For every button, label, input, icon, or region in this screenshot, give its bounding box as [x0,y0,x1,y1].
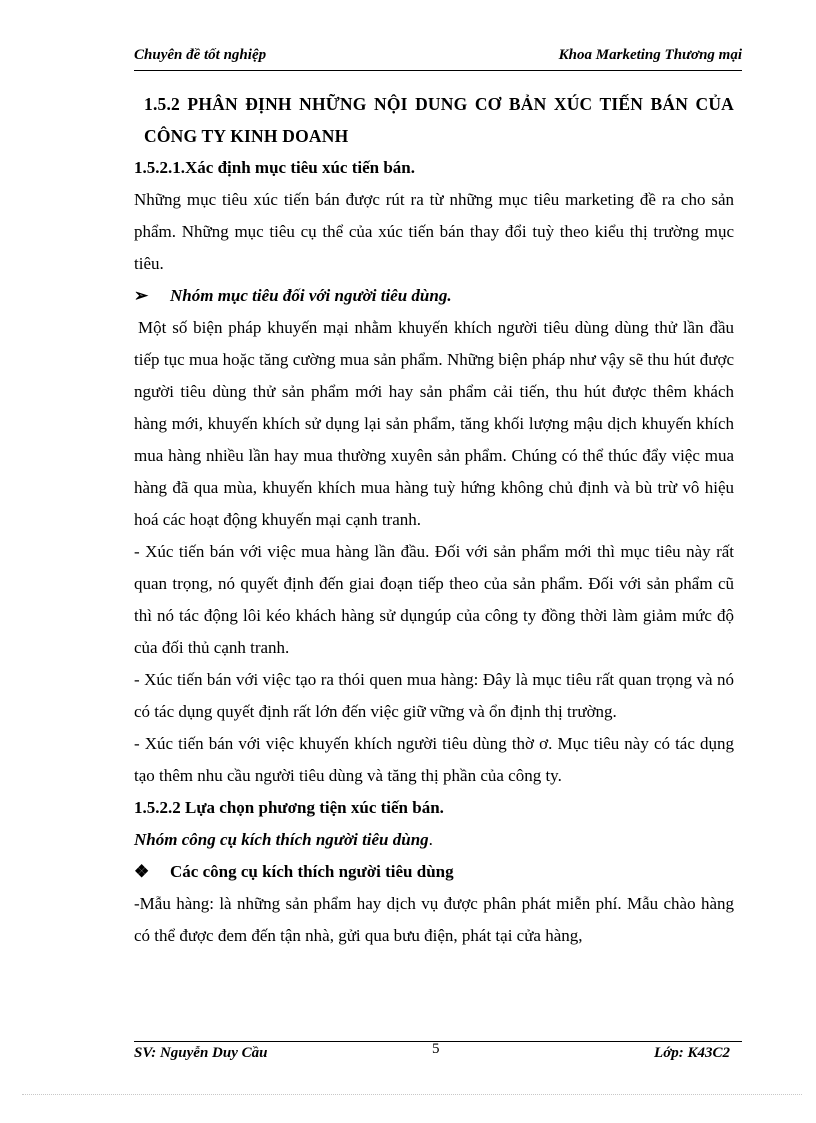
subsection-heading-2: 1.5.2.2 Lựa chọn phương tiện xúc tiến bán. [134,798,444,817]
footer-student: SV: Nguyễn Duy Cầu [134,1045,268,1061]
page-number: 5 [432,1041,440,1057]
paragraph: Một số biện pháp khuyến mại nhằm khuyến khích người tiêu dùng dùng thử lần đầu tiếp tục mua hoặc tăng cường mua sản phẩm. Những biện pháp như vậy sẽ thu hút được người tiêu dùng thử sản phẩm mới hay sản phẩm cải tiến, thu hút được thêm khách hàng mới, khuyến khích sử dụng lại sản phẩm, tăng khối lượng mậu dịch khuyến khích mua hàng nhiều lần hay mua thường xuyên sản phẩm. Chúng có thể thúc đẩy việc mua hàng đã qua mùa, khuyến khích mua hàng tuỳ hứng không chủ định và bù trừ vô hiệu hoá các hoạt động khuyến mại cạnh tranh. [134,318,734,529]
header-rule [134,70,742,71]
header-left-text: Chuyên đề tốt nghiệp [134,47,267,63]
paragraph: - Xúc tiến bán với việc tạo ra thói quen mua hàng: Đây là mục tiêu rất quan trọng và nó có tác dụng quyết định rất lớn đến việc giữ vững và ổn định thị trường. [134,670,734,721]
arrow-bullet-icon: ➢ [134,286,149,305]
page-edge-dotted-line [22,1094,802,1095]
paragraph: - Xúc tiến bán với việc mua hàng lần đầu. Đối với sản phẩm mới thì mục tiêu này rất quan trọng, nó quyết định đến giai đoạn tiếp theo của sản phẩm. Đối với sản phẩm cũ thì nó tác động lôi kéo khách hàng sử dụngúp của công ty đồng thời làm giảm mức độ của đối thủ cạnh tranh. [134,542,734,657]
subsection-heading-1: 1.5.2.1.Xác định mục tiêu xúc tiến bán. [134,158,415,177]
bullet-consumer-tools [134,856,734,888]
group-heading [134,824,734,856]
diamond-bullet-icon: ❖ [134,862,150,881]
bullet-consumer-goals [134,280,734,312]
document-body [134,88,734,952]
section-title: 1.5.2 PHÂN ĐỊNH NHỮNG NỘI DUNG CƠ BẢN XÚC TIẾN BÁN CỦA CÔNG TY KINH DOANH [144,94,734,146]
group-title: Nhóm công cụ kích thích người tiêu dùng [134,830,429,849]
header-right-text: Khoa Marketing Thương mại [558,47,742,63]
bullet-title: Nhóm mục tiêu đối với người tiêu dùng. [170,286,452,305]
paragraph: - Xúc tiến bán với việc khuyến khích người tiêu dùng thờ ơ. Mục tiêu này có tác dụng tạo thêm nhu cầu người tiêu dùng và tăng thị phần của công ty. [134,734,734,785]
footer-class: Lớp: K43C2 [654,1045,730,1061]
paragraph-intro: Những mục tiêu xúc tiến bán được rút ra từ những mục tiêu marketing đề ra cho sản phẩm. Những mục tiêu cụ thể của xúc tiến bán thay đổi tuỳ theo kiểu thị trường mục tiêu. [134,190,734,273]
paragraph: -Mẫu hàng: là những sản phẩm hay dịch vụ được phân phát miễn phí. Mẫu chào hàng có thể được đem đến tận nhà, gửi qua bưu điện, phát tại cửa hàng, [134,894,734,945]
page-header [134,47,742,69]
page-footer [134,1041,742,1067]
group-title-dot: . [428,830,433,849]
bullet-title: Các công cụ kích thích người tiêu dùng [170,862,454,881]
